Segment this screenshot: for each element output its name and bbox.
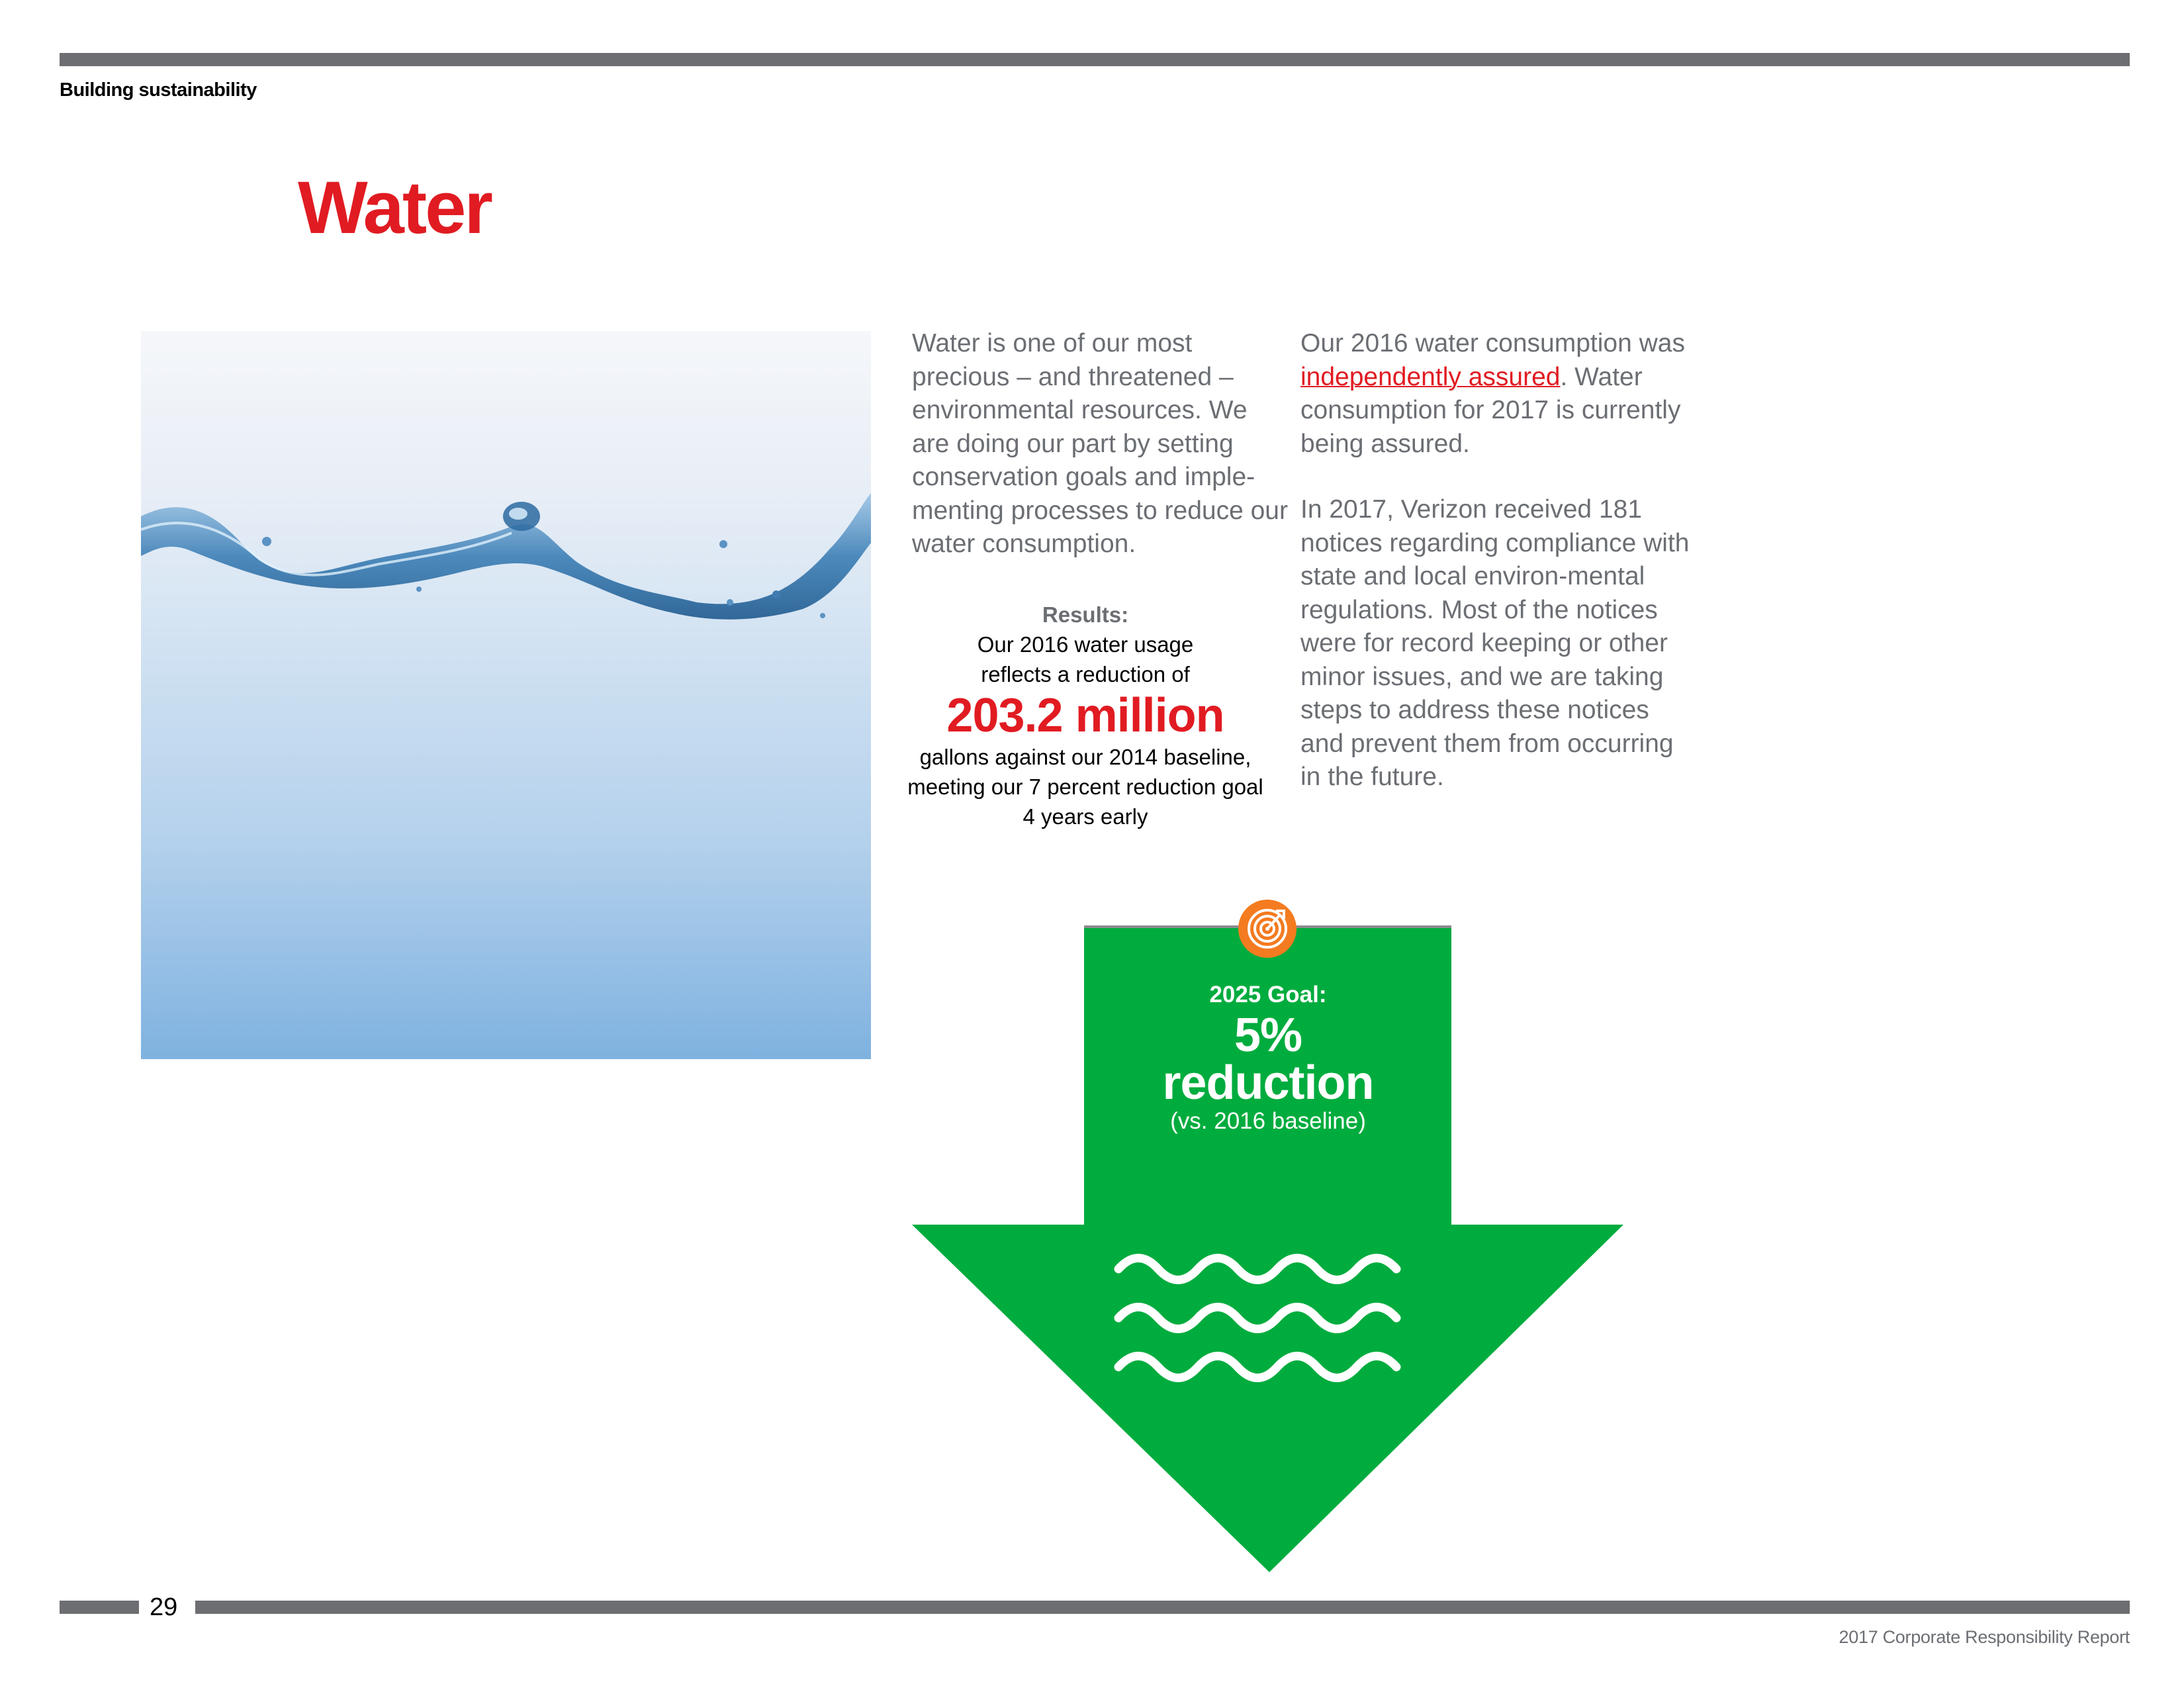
assurance-text-end: . Water consumption for 2017 is currently being assured.: [1300, 362, 1681, 458]
top-rule: [60, 53, 2130, 66]
goal-value: 5%: [1234, 1009, 1302, 1062]
assurance-paragraph: [1300, 327, 1698, 461]
footer-report-title: 2017 Corporate Responsibility Report: [1839, 1627, 2130, 1647]
results-line1: Our 2016 water usage reflects a reduction of: [977, 632, 1194, 686]
independently-assured-link[interactable]: independently assured: [1300, 362, 1561, 391]
compliance-paragraph: In 2017, Verizon received 181 notices regarding compliance with state and local environ-mental regulations. Most of the notices were for record keeping or other minor issues, and we are taking steps to address these notices and prevent them from occurring in the future.: [1300, 495, 1690, 791]
goal-caption: (vs. 2016 baseline): [1170, 1108, 1366, 1134]
goal-value-word: reduction: [1162, 1056, 1374, 1109]
assurance-text-start: Our 2016 water consumption was: [1300, 329, 1685, 357]
page-title: Water: [298, 166, 492, 249]
results-callout: [887, 600, 1284, 831]
footer-rule-right: [195, 1601, 2130, 1614]
page-number: 29: [150, 1593, 178, 1621]
intro-paragraph: Water is one of our most precious – and threatened – environmental resources. We are doing our part by setting conservation goals and imple-menting processes to reduce our water consumption.: [912, 329, 1288, 558]
results-heading: Results:: [1042, 602, 1129, 627]
target-icon: [1238, 899, 1297, 959]
results-line2: gallons against our 2014 baseline, meeting our 7 percent reduction goal 4 years early: [907, 745, 1263, 829]
goal-text: [1083, 978, 1453, 1136]
section-label: Building sustainability: [60, 79, 257, 101]
results-value: 203.2 million: [946, 689, 1224, 742]
water-photo: [141, 331, 871, 1059]
footer-rule-left: [60, 1601, 139, 1614]
goal-label: 2025 Goal:: [1209, 982, 1327, 1008]
